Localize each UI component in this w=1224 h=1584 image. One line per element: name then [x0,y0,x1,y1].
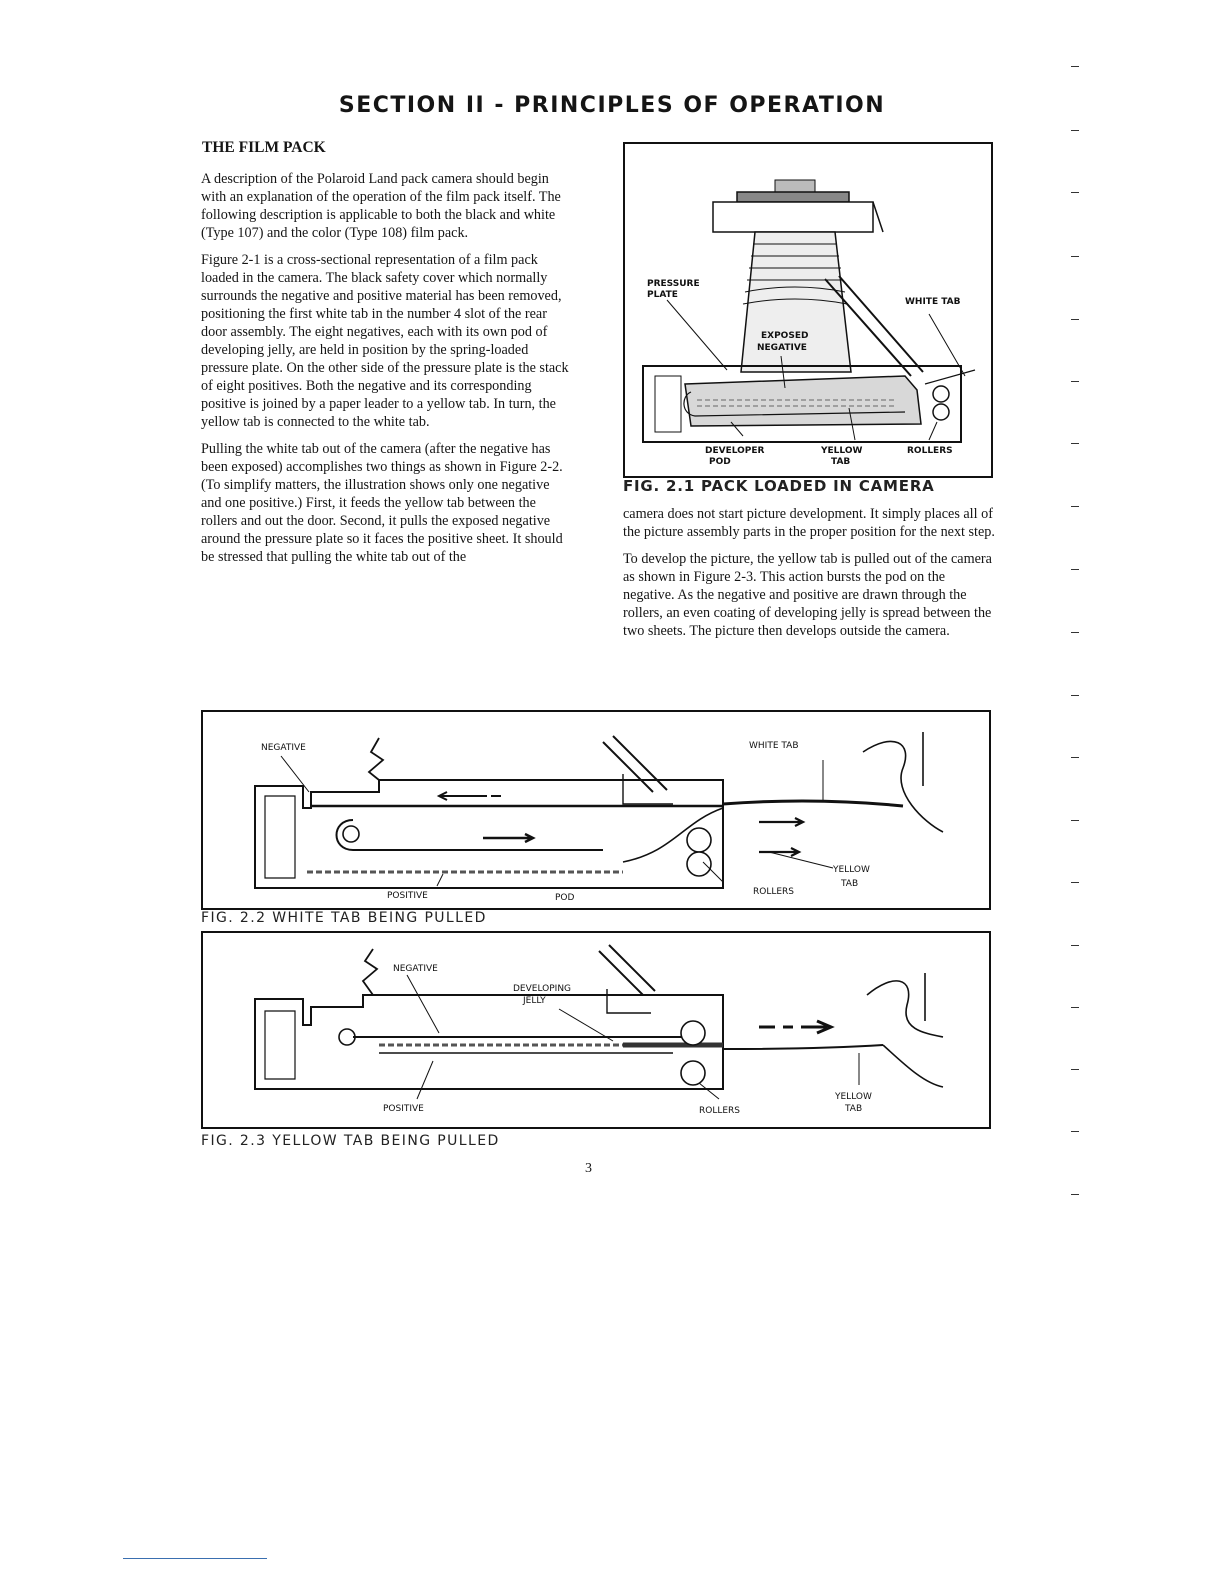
label-tab: TAB [841,879,859,889]
margin-tick [1071,882,1079,883]
margin-tick [1071,820,1079,821]
section-title: SECTION II - PRINCIPLES OF OPERATION [338,93,886,118]
figure-2-1-caption: FIG. 2.1 PACK LOADED IN CAMERA [623,477,935,495]
margin-tick [1071,1194,1079,1195]
label-white-tab: WHITE TAB [905,297,961,307]
figure-2-2-illustration [203,712,989,908]
label-rollers: ROLLERS [907,446,953,456]
figure-2-2-caption: FIG. 2.2 WHITE TAB BEING PULLED [201,910,487,926]
footer-rule [123,1558,267,1559]
label-exposed-negative-1: EXPOSED [761,331,809,341]
label-pressure-plate-1: PRESSURE [647,279,700,289]
label-yellow-tab-2: TAB [831,457,851,467]
figure-2-3-illustration [203,933,989,1127]
figure-2-1-illustration [625,144,991,476]
paragraph: A description of the Polaroid Land pack camera should begin with an explanation of the operation of the film pack itself. The following description is applicable to both the black and white (Type 107) and the color (Type 108) film pack. [201,171,561,241]
label-exposed-negative-2: NEGATIVE [757,343,807,353]
figure-2-3 [201,931,991,1129]
margin-tick [1071,695,1079,696]
label-developing-jelly-1: DEVELOPING [513,984,572,994]
margin-tick [1071,381,1079,382]
margin-tick [1071,945,1079,946]
margin-tick [1071,506,1079,507]
figure-2-2 [201,710,991,910]
label-positive: POSITIVE [383,1104,424,1114]
label-developer-pod-2: POD [709,457,731,467]
label-developer-pod-1: DEVELOPER [705,446,765,456]
margin-tick [1071,1069,1079,1070]
label-tab: TAB [845,1104,863,1114]
label-pod: POD [555,893,575,903]
figure-2-3-caption: FIG. 2.3 YELLOW TAB BEING PULLED [201,1133,500,1149]
label-pressure-plate-2: PLATE [647,290,678,300]
subheading-film-pack: THE FILM PACK [202,139,326,156]
paragraph: Pulling the white tab out of the camera (after the negative has been exposed) accomplishes two things as shown in Figure 2-2. (To simplify matters, the illustration shows only one negative and one positive.) First, it feeds the yellow tab between the rollers and out the door. Second, it pulls the exposed negative around the pressure plate so it faces the positive sheet. It should be stressed that pulling the white tab out of the [201,441,563,565]
margin-tick [1071,66,1079,67]
margin-tick [1071,443,1079,444]
paragraph: camera does not start picture development. It simply places all of the picture assembly parts in the proper position for the next step. [623,506,995,540]
paragraph: Figure 2-1 is a cross-sectional representation of a film pack loaded in the camera. The black safety cover which normally surrounds the negative and positive material has been removed, positioning the first white tab in the number 4 slot of the rear door assembly. The eight negatives, each with its own pod of developing jelly, are held in position by the spring-loaded pressure plate. On the other side of the pressure plate is the stack of eight positives. Both the negative and its corresponding positive is joined by a paper leader to a yellow tab. In turn, the yellow tab is connected to the white tab. [201,252,569,430]
margin-tick [1071,1007,1079,1008]
left-column [201,170,569,575]
label-rollers: ROLLERS [699,1106,741,1116]
label-yellow: YELLOW [833,865,870,875]
label-yellow-tab-1: YELLOW [821,446,863,456]
margin-tick [1071,569,1079,570]
margin-tick [1071,192,1079,193]
margin-tick [1071,130,1079,131]
right-column [623,505,995,649]
margin-tick [1071,319,1079,320]
label-positive: POSITIVE [387,891,428,901]
paragraph: To develop the picture, the yellow tab is pulled out of the camera as shown in Figure 2-3. This action bursts the pod on the negative. As the negative and positive are drawn through the rollers, an even coating of developing jelly is spread between the two sheets. The picture then develops outside the camera. [623,551,992,639]
margin-tick [1071,632,1079,633]
label-white-tab: WHITE TAB [749,741,799,751]
margin-tick [1071,256,1079,257]
page-number: 3 [585,1161,592,1176]
label-yellow: YELLOW [835,1092,872,1102]
margin-tick [1071,757,1079,758]
label-negative: NEGATIVE [261,743,306,753]
label-developing-jelly-2: JELLY [523,996,546,1006]
margin-tick [1071,1131,1079,1132]
label-negative: NEGATIVE [393,964,438,974]
label-rollers: ROLLERS [753,887,795,897]
figure-2-1 [623,142,993,478]
